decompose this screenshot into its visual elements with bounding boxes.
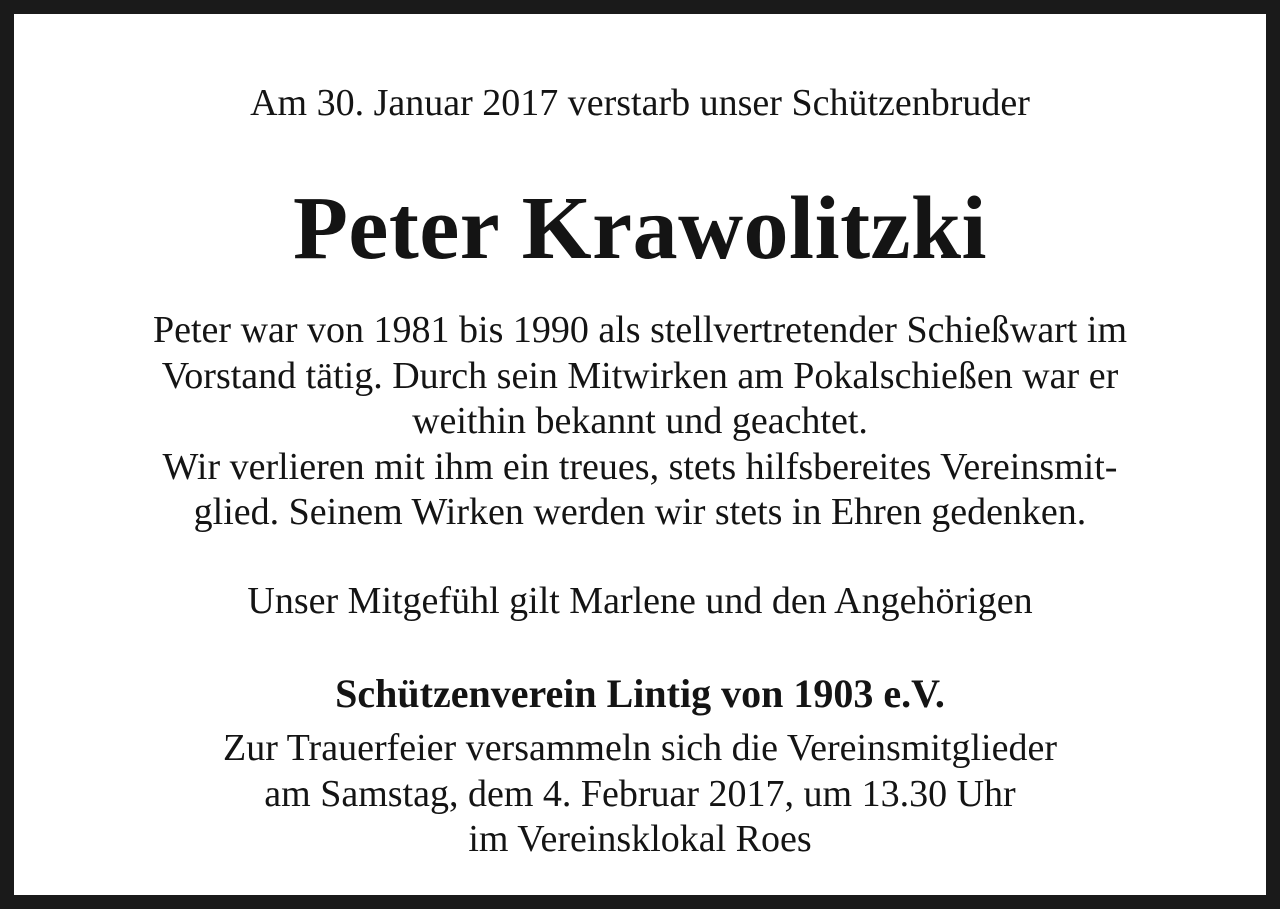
tribute-line: weithin bekannt und geachtet. (412, 400, 868, 442)
tribute-line: Wir verlieren mit ihm ein treues, stets hilfsbereites Vereinsmit- (162, 445, 1118, 488)
sympathy-line: Unser Mitgefühl gilt Marlene und den Angehörigen (247, 580, 1033, 622)
tribute-line: glied. Seinem Wirken werden wir stets in Ehren gedenken. (193, 491, 1087, 533)
tribute-text (14, 308, 1266, 536)
service-line: Zur Trauerfeier versammeln sich die Vereinsmitglieder (223, 727, 1057, 769)
club-name: Schützenverein Lintig von 1903 e.V. (335, 671, 945, 716)
service-line: am Samstag, dem 4. Februar 2017, um 13.30 Uhr (264, 772, 1016, 815)
intro-line: Am 30. Januar 2017 verstarb unser Schützenbruder (250, 82, 1030, 124)
service-line: im Vereinsklokal Roes (468, 818, 812, 860)
tribute-line: Vorstand tätig. Durch sein Mitwirken am Pokalschießen war er (161, 354, 1119, 397)
tribute-line: Peter war von 1981 bis 1990 als stellvertretender Schießwart im (152, 309, 1128, 351)
deceased-name: Peter Krawolitzki (292, 179, 988, 278)
funeral-service-info (14, 726, 1266, 863)
